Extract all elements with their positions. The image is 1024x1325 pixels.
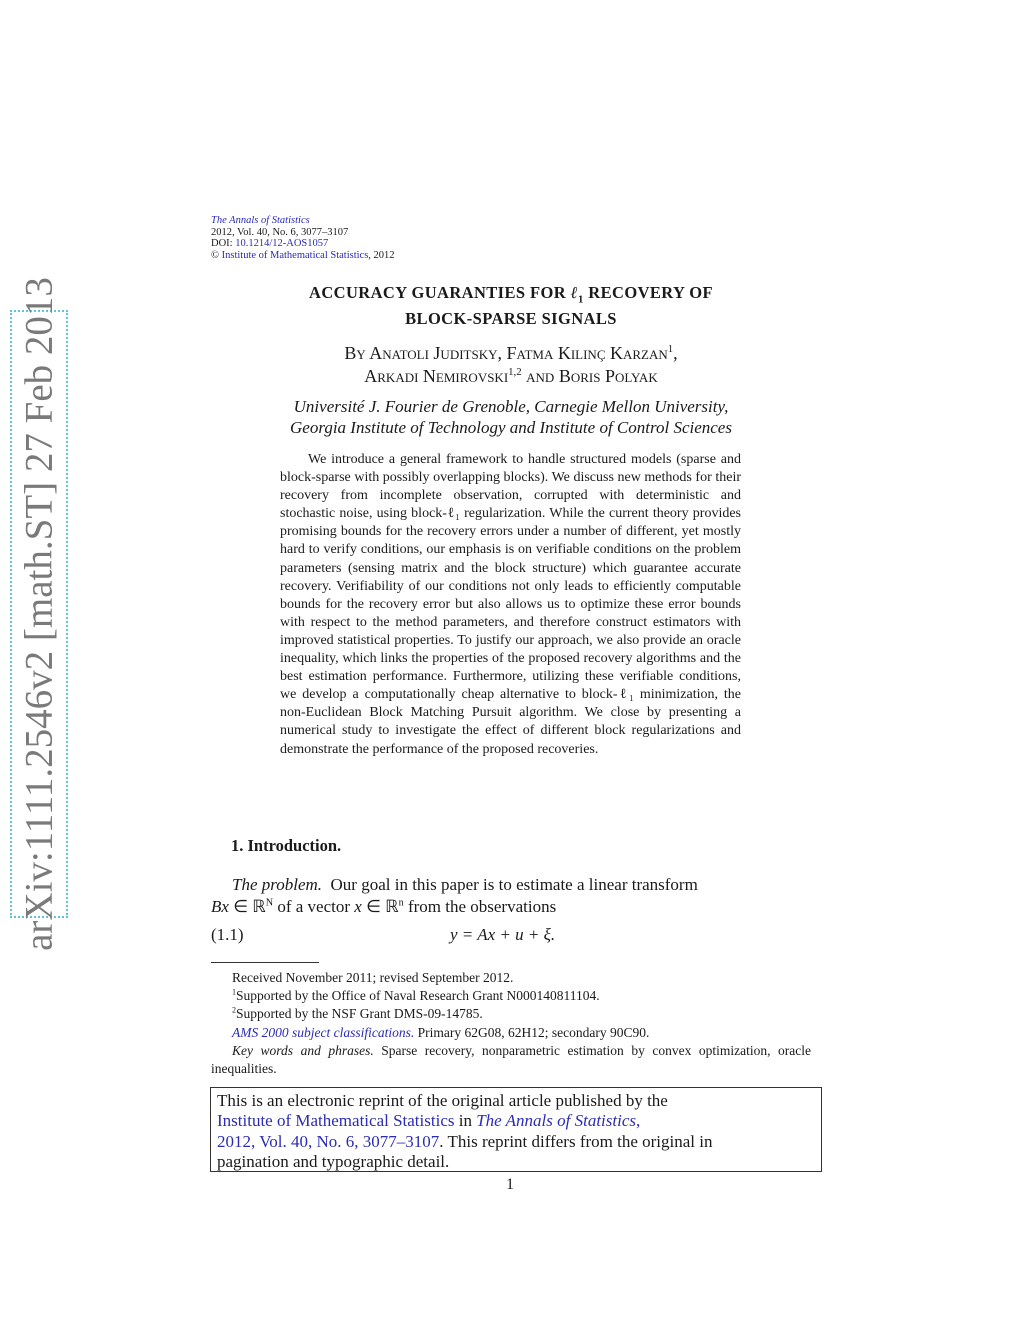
math-bx: Bx <box>211 896 229 916</box>
author-footnote-mark-2: 1,2 <box>508 366 522 378</box>
journal-volume: 2012, Vol. 40, No. 6, 3077–3107 <box>211 226 349 238</box>
reprint-citation-link[interactable]: 2012, Vol. 40, No. 6, 3077–3107 <box>217 1131 440 1151</box>
copyright-icon: © <box>211 249 219 261</box>
footnote-text: Supported by the Office of Naval Research Grant N000140811104. <box>236 988 600 1004</box>
title-line-2: BLOCK-SPARSE SIGNALS <box>405 309 617 329</box>
footnote-2 <box>211 1005 811 1023</box>
arxiv-id-label: arXiv:1111.2546v2 [math.ST] 27 Feb 2013 <box>17 277 61 951</box>
intro-paragraph <box>211 874 811 917</box>
doi-link[interactable]: 10.1214/12-AOS1057 <box>235 238 329 250</box>
footnotes <box>211 969 811 1078</box>
authors-line-2-rest: and Boris Polyak <box>521 366 658 386</box>
ams-classification-text: Primary 62G08, 62H12; secondary 90C90. <box>414 1024 650 1040</box>
authors-line-2: Arkadi Nemirovski <box>364 366 509 386</box>
math-sup: n <box>398 896 404 908</box>
reprint-line: This is an electronic reprint of the original article published by the <box>217 1091 668 1110</box>
paragraph-lead: The problem. <box>232 875 323 894</box>
affiliations <box>211 396 811 438</box>
affiliation-line: Georgia Institute of Technology and Institute of Control Sciences <box>290 418 732 437</box>
ams-classification <box>211 1024 811 1042</box>
reprint-text: in <box>454 1111 477 1131</box>
author-list <box>211 342 811 388</box>
keywords-label: Key words and phrases. <box>232 1042 374 1058</box>
doi-label: DOI: <box>211 238 233 250</box>
affiliation-line: Université J. Fourier de Grenoble, Carnegie Mellon University, <box>293 397 729 416</box>
title-text-2: RECOVERY OF <box>583 283 713 302</box>
keywords <box>211 1042 811 1078</box>
footnote-divider <box>211 962 319 963</box>
intro-text: from the observations <box>403 896 557 916</box>
math-x: x <box>354 896 362 916</box>
keywords-text: Sparse recovery, nonparametric estimation by convex optimization, oracle inequalities. <box>211 1042 811 1077</box>
author-footnote-mark: 1 <box>667 343 674 355</box>
page-number: 1 <box>506 1176 514 1193</box>
footnote-mark: 1 <box>232 987 237 997</box>
reprint-line: pagination and typographic detail. <box>217 1151 450 1171</box>
section-heading: 1. Introduction. <box>231 836 342 855</box>
abstract: We introduce a general framework to handle structured models (sparse and block-sparse with possibly overlapping blocks). We discuss new methods for their recovery from incomplete observation, corrupted with deterministic and stochastic noise, using block-ℓ₁ regularization. While the current theory provides promising bounds for the recovery errors under a number of different, yet mostly hard to verify conditions, our emphasis is on verifiable conditions on the problem parameters (sensing matrix and the block structure) which guarantee accurate recovery. Verifiability of our conditions not only leads to efficiently computable bounds for the recovery error but also allows us to optimize these error bounds with respect to the method parameters, and therefore construct estimators with improved statistical properties. To justify our approach, we also provide an oracle inequality, which links the properties of the proposed recovery algorithms and the best estimation performance. Furthermore, utilizing these verifiable conditions, we develop a computationally cheap alternative to block-ℓ₁ minimization, the non-Euclidean Block Matching Pursuit algorithm. We close by presenting a numerical study to investigate the effect of different block regularizations and demonstrate the performance of the proposed recoveries. <box>280 452 741 757</box>
reprint-text: . This reprint differs from the original in <box>439 1131 713 1151</box>
intro-text: of a vector <box>273 896 355 916</box>
journal-header <box>211 215 395 261</box>
authors-line-1: By Anatoli Juditsky, Fatma Kılınç Karzan <box>344 343 668 363</box>
equation: y = Ax + u + ξ. <box>450 925 556 944</box>
copyright-year: , 2012 <box>368 249 395 261</box>
received-note: Received November 2011; revised September 2012. <box>232 970 514 985</box>
title-symbol: ℓ <box>570 283 579 302</box>
reprint-publisher-link[interactable]: Institute of Mathematical Statistics <box>217 1111 455 1131</box>
paper-title <box>211 283 811 329</box>
footnote-1 <box>211 987 811 1005</box>
footnote-mark: 2 <box>232 1005 237 1015</box>
title-text-1: ACCURACY GUARANTIES FOR <box>309 283 571 302</box>
math-sup: N <box>265 896 274 908</box>
math-in: ∈ ℝ <box>228 896 266 916</box>
equation-number: (1.1) <box>211 925 244 944</box>
arxiv-stamp <box>10 277 68 951</box>
reprint-comma: , <box>636 1111 641 1131</box>
title-subscript: 1 <box>578 293 584 306</box>
ams-classification-link[interactable]: AMS 2000 subject classifications. <box>232 1024 415 1040</box>
footnote-text: Supported by the NSF Grant DMS-09-14785. <box>236 1006 483 1022</box>
publisher-link[interactable]: Institute of Mathematical Statistics <box>221 249 369 261</box>
intro-text: Our goal in this paper is to estimate a linear transform <box>330 875 698 894</box>
journal-name-link[interactable]: The Annals of Statistics <box>211 215 310 226</box>
authors-separator: , <box>673 343 678 363</box>
reprint-notice-box <box>210 1087 822 1172</box>
math-in: ∈ ℝ <box>361 896 399 916</box>
reprint-journal-link[interactable]: The Annals of Statistics <box>476 1111 637 1131</box>
